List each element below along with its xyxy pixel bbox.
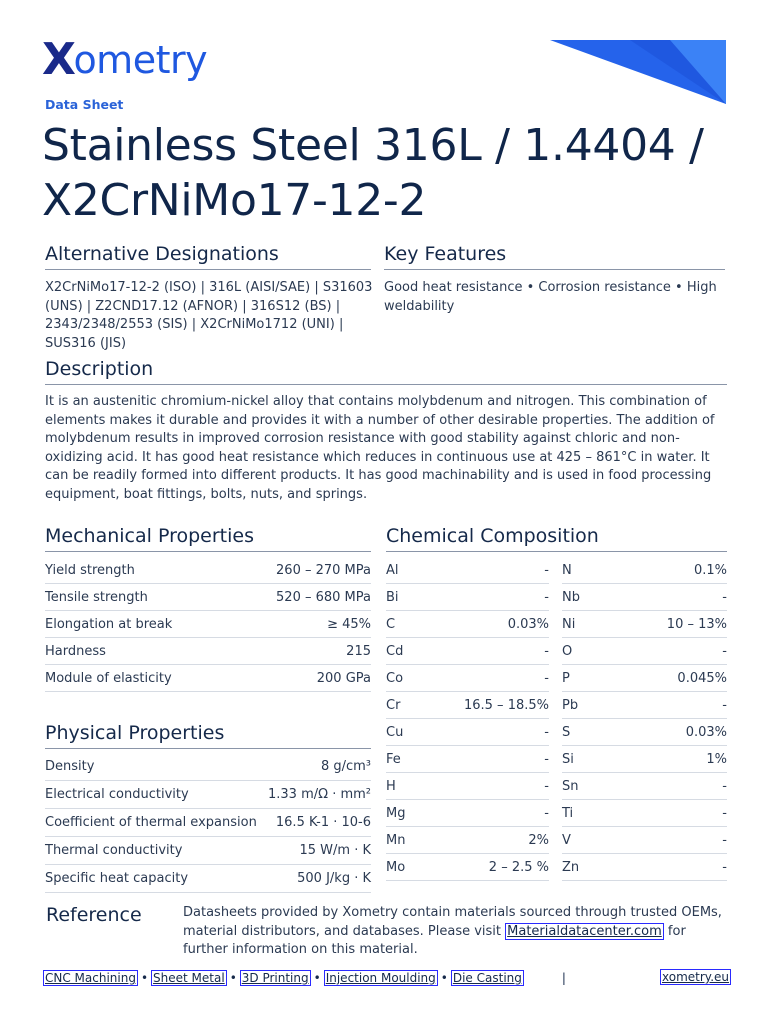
property-value: ≥ 45% [327,616,371,632]
property-label: Coefficient of thermal expansion [45,815,257,830]
physical-heading: Physical Properties [45,722,371,749]
element-value: - [544,670,549,686]
property-label: Elongation at break [45,616,173,632]
logo-text: ometry [73,37,208,82]
element-value: - [544,589,549,605]
footer-separator: • [140,971,149,985]
element-symbol: V [562,832,571,848]
property-value: 215 [346,643,371,659]
element-value: - [544,751,549,767]
table-row [386,638,549,665]
element-value: 2 – 2.5 % [488,859,549,875]
element-symbol: Fe [386,751,401,767]
footer-separator: • [229,971,237,985]
element-symbol: Co [386,670,404,686]
property-value: 8 g/cm³ [320,759,371,774]
chemical-table-right [562,557,727,881]
footer-link-die-casting[interactable]: Die Casting [452,971,522,985]
element-value: - [544,643,549,659]
footer-site [660,970,731,984]
xometry-logo [42,34,207,85]
element-symbol: Al [386,562,399,578]
element-value: 0.1% [693,562,727,578]
table-row [386,827,549,854]
alt-designations-heading: Alternative Designations [45,243,371,270]
table-row [562,854,727,881]
element-symbol: Bi [386,589,399,605]
description-heading: Description [45,358,727,385]
table-row [562,827,727,854]
table-row [45,837,371,865]
table-row [45,638,371,665]
element-symbol: Cu [386,724,404,740]
property-label: Specific heat capacity [45,871,189,886]
element-symbol: P [562,670,570,686]
chemical-table-left [386,557,549,881]
reference-text-before: Datasheets provided by Xometry contain materials sourced through trusted OEMs, material distributors, and databases. Please visit [183,905,722,939]
title-line-1: Stainless Steel 316L / 1.4404 / [42,120,704,171]
table-row [386,800,549,827]
property-label: Thermal conductivity [45,843,183,858]
element-value: 2% [528,832,549,848]
table-row [45,584,371,611]
property-label: Electrical conductivity [45,787,189,802]
table-row [562,611,727,638]
element-symbol: S [562,724,571,740]
element-symbol: O [562,643,573,659]
description-text: It is an austenitic chromium-nickel alloy that contains molybdenum and nitrogen. This combination of elements makes it durable and provides it with a number of other desirable properties. The addition of molybdenum results in improved corrosion resistance with good stability against chloric and non-oxidizing acid. It has good heat resistance which reduces in continuous use at 425 – 861°C in water. It can be readily formed into different products. It has good machinability and is used in food processing equipment, boat fittings, bolts, nuts, and springs. [45,394,715,502]
footer-links [43,970,566,986]
chemical-heading: Chemical Composition [386,525,727,552]
element-symbol: N [562,562,572,578]
table-row [386,611,549,638]
table-row [386,557,549,584]
table-row [386,746,549,773]
element-value: - [722,697,727,713]
table-row [386,719,549,746]
table-row [562,638,727,665]
reference-text-after: for further information on this material. [183,923,686,957]
physical-table [45,753,371,893]
table-row [45,865,371,893]
table-row [45,665,371,692]
element-value: 0.03% [685,724,727,740]
element-value: - [722,832,727,848]
alt-designations-text: X2CrNiMo17-12-2 (ISO) | 316L (AISI/SAE) | S31603 (UNS) | Z2CND17.12 (AFNOR) | 316S12 (BS) | 2343/2348/2553 (SIS) | X2CrNiMo1712 (UNI) | SUS316 (JIS) [45,280,373,351]
element-value: 10 – 13% [666,616,727,632]
element-value: 1% [706,751,727,767]
element-value: - [722,643,727,659]
element-value: - [722,778,727,794]
title-line-2: X2CrNiMo17-12-2 [42,175,427,226]
table-row [562,719,727,746]
element-value: 0.045% [677,670,727,686]
element-symbol: Ti [562,805,574,821]
page-title [42,118,704,228]
logo-x: X [42,34,76,85]
footer-link-sheet-metal[interactable]: Sheet Metal [153,971,225,985]
property-value: 260 – 270 MPa [276,562,371,578]
table-row [386,773,549,800]
table-row [562,692,727,719]
property-value: 500 J/kg · K [297,871,371,886]
footer-link-injection-moulding[interactable]: Injection Moulding [325,971,436,985]
element-symbol: Pb [562,697,579,713]
element-symbol: Mo [386,859,406,875]
document-type-label: Data Sheet [45,97,124,112]
table-row [45,557,371,584]
key-features-heading: Key Features [384,243,725,270]
element-symbol: Mg [386,805,406,821]
element-value: - [722,805,727,821]
property-value: 15 W/m · K [299,843,371,858]
element-value: 16.5 – 18.5% [463,697,549,713]
footer-link-xometry-eu[interactable]: xometry.eu [662,970,729,984]
property-value: 1.33 m/Ω · mm² [268,787,371,802]
element-value: - [544,724,549,740]
element-symbol: Mn [386,832,406,848]
mechanical-table [45,557,371,692]
table-row [386,854,549,881]
table-row [45,781,371,809]
table-row [386,584,549,611]
element-value: - [722,589,727,605]
reference-heading: Reference [46,904,142,926]
element-symbol: Cd [386,643,404,659]
element-symbol: Cr [386,697,401,713]
element-symbol: Si [562,751,574,767]
footer-separator: • [313,971,321,985]
element-symbol: Nb [562,589,580,605]
table-row [386,692,549,719]
footer-separator: • [440,971,448,985]
property-label: Tensile strength [45,589,148,605]
reference-text [183,904,723,960]
element-value: - [544,562,549,578]
table-row [562,665,727,692]
footer-pipe: | [561,971,566,985]
property-label: Hardness [45,643,106,659]
element-symbol: Zn [562,859,580,875]
element-value: - [722,859,727,875]
element-symbol: C [386,616,396,632]
element-value: - [544,805,549,821]
element-value: - [544,778,549,794]
property-value: 200 GPa [316,670,371,686]
element-symbol: Sn [562,778,579,794]
property-value: 16.5 K-1 · 10-6 [275,815,371,830]
table-row [45,611,371,638]
element-value: 0.03% [507,616,549,632]
property-label: Module of elasticity [45,670,172,686]
table-row [562,584,727,611]
table-row [386,665,549,692]
table-row [45,753,371,781]
corner-decoration [550,40,726,104]
property-value: 520 – 680 MPa [276,589,371,605]
mechanical-heading: Mechanical Properties [45,525,371,552]
property-label: Yield strength [45,562,135,578]
key-features-text: Good heat resistance • Corrosion resistance • High weldability [384,280,717,314]
element-symbol: H [386,778,396,794]
table-row [562,746,727,773]
element-symbol: Ni [562,616,576,632]
footer-link-3d-printing[interactable]: 3D Printing [241,971,309,985]
materialdatacenter-link[interactable]: Materialdatacenter.com [507,923,662,939]
table-row [45,809,371,837]
property-label: Density [45,759,95,774]
table-row [562,800,727,827]
table-row [562,557,727,584]
footer-link-cnc-machining[interactable]: CNC Machining [45,971,136,985]
table-row [562,773,727,800]
